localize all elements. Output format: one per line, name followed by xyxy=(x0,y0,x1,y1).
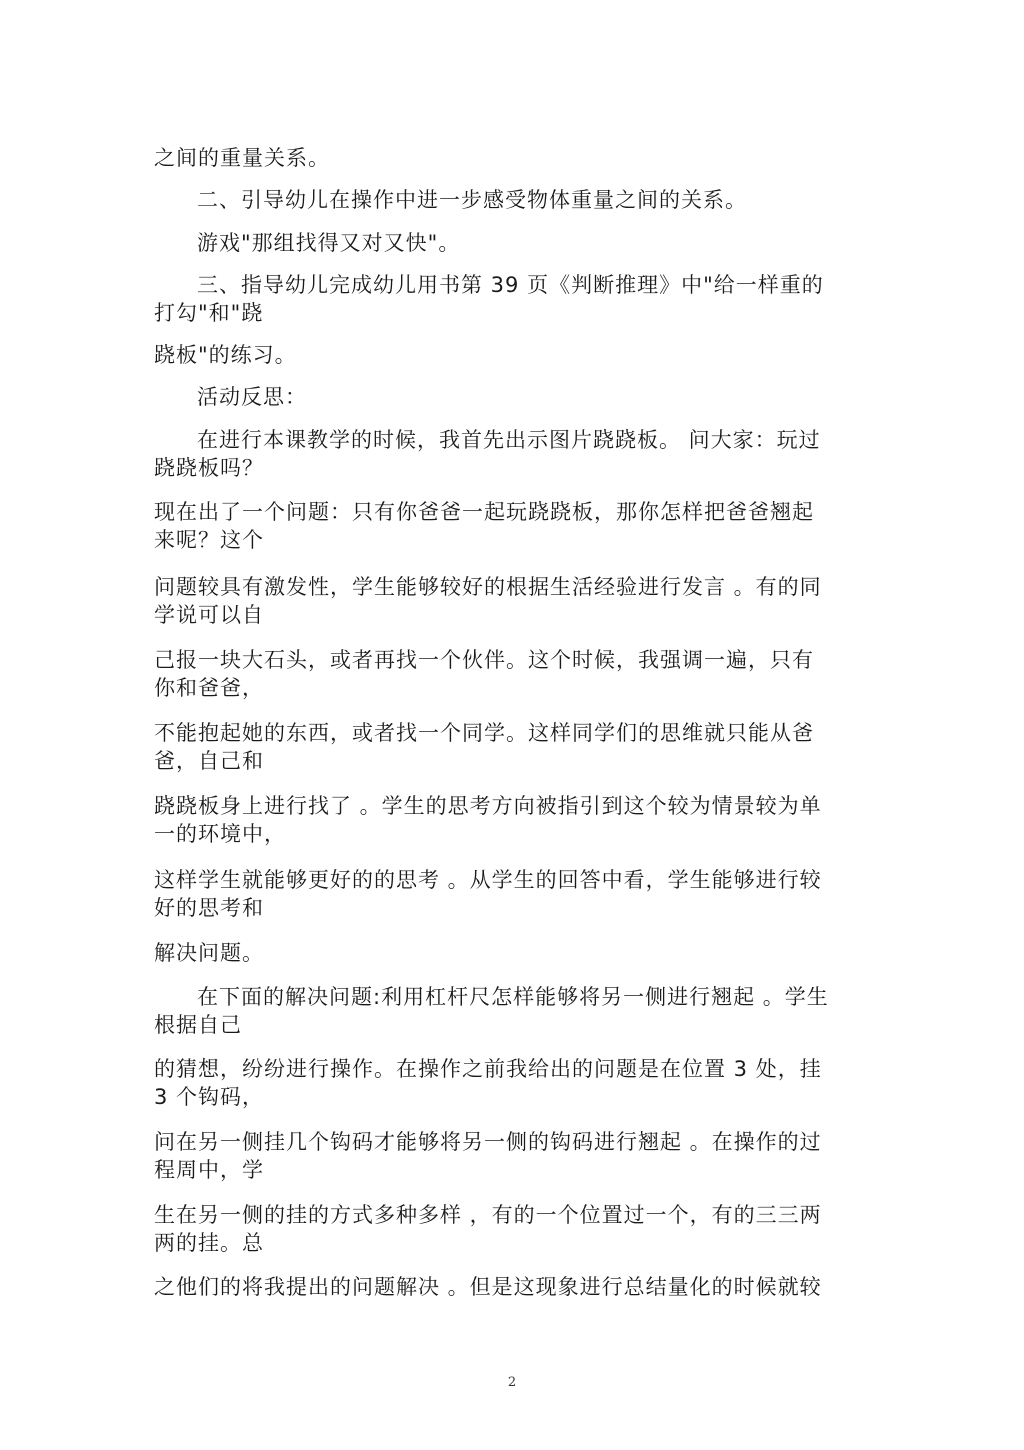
text-line: 一的环境中， xyxy=(154,822,286,846)
text-line: 在下面的解决问题:利用杠杆尺怎样能够将另一侧进行翘起 。学生 xyxy=(197,985,829,1009)
text-line: 三、指导幼儿完成幼儿用书第 39 页《判断推理》中"给一样重的 xyxy=(197,273,824,297)
text-line: 3 个钩码， xyxy=(154,1085,265,1109)
text-line: 两的挂。总 xyxy=(154,1231,264,1255)
text-line: 不能抱起她的东西，或者找一个同学。这样同学们的思维就只能从爸 xyxy=(154,721,814,745)
text-line: 解决问题。 xyxy=(154,941,264,965)
text-line: 好的思考和 xyxy=(154,896,264,920)
text-line: 现在出了一个问题：只有你爸爸一起玩跷跷板，那你怎样把爸爸翘起 xyxy=(154,500,814,524)
text-line: 之间的重量关系。 xyxy=(154,146,330,170)
text-line: 活动反思： xyxy=(197,385,307,409)
text-line: 你和爸爸， xyxy=(154,676,264,700)
text-line: 问在另一侧挂几个钩码才能够将另一侧的钩码进行翘起 。在操作的过 xyxy=(154,1130,822,1154)
text-line: 的猜想，纷纷进行操作。在操作之前我给出的问题是在位置 3 处，挂 xyxy=(154,1057,822,1081)
text-line: 打勾"和"跷 xyxy=(154,301,264,325)
text-line: 生在另一侧的挂的方式多种多样 ，有的一个位置过一个，有的三三两 xyxy=(154,1203,822,1227)
text-line: 问题较具有激发性，学生能够较好的根据生活经验进行发言 。有的同 xyxy=(154,575,822,599)
text-line: 爸，自己和 xyxy=(154,749,264,773)
text-line: 跷跷板吗？ xyxy=(154,456,264,480)
text-line: 二、引导幼儿在操作中进一步感受物体重量之间的关系。 xyxy=(197,188,747,212)
text-line: 根据自己 xyxy=(154,1013,242,1037)
page-number: 2 xyxy=(507,1375,517,1390)
text-line: 这样学生就能够更好的的思考 。从学生的回答中看，学生能够进行较 xyxy=(154,868,822,892)
text-line: 跷板"的练习。 xyxy=(154,343,297,367)
text-line: 学说可以自 xyxy=(154,603,264,627)
text-line: 在进行本课教学的时候，我首先出示图片跷跷板。 问大家：玩过 xyxy=(197,428,821,452)
text-line: 跷跷板身上进行找了 。学生的思考方向被指引到这个较为情景较为单 xyxy=(154,794,822,818)
text-line: 游戏"那组找得又对又快"。 xyxy=(197,231,461,255)
text-line: 来呢？这个 xyxy=(154,528,264,552)
text-line: 程周中，学 xyxy=(154,1158,264,1182)
text-line: 之他们的将我提出的问题解决 。但是这现象进行总结量化的时候就较 xyxy=(154,1275,822,1299)
text-line: 己报一块大石头，或者再找一个伙伴。这个时候，我强调一遍，只有 xyxy=(154,648,814,672)
